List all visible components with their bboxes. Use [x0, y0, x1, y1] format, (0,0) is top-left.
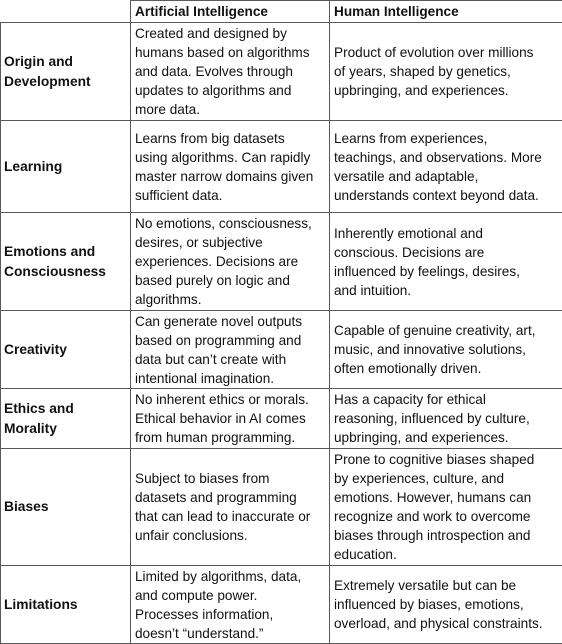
aspect-cell: Biases [1, 449, 131, 566]
human-cell: Capable of genuine creativity, art, music, and innovative solutions, often emotionally driven. [330, 311, 562, 389]
aspect-cell: Limitations [1, 566, 131, 644]
human-cell: Inherently emotional and conscious. Decisions are influenced by feelings, desires, and intuition. [330, 213, 562, 311]
human-cell: Learns from experiences, teachings, and observations. More versatile and adaptable, understands context beyond data. [330, 121, 562, 213]
ai-cell: Subject to biases from datasets and programming that can lead to inaccurate or unfair conclusions. [131, 449, 330, 566]
human-cell: Extremely versatile but can be influenced by biases, emotions, overload, and physical constraints. [330, 566, 562, 644]
ai-cell: No emotions, consciousness, desires, or subjective experiences. Decisions are based purely on logic and algorithms. [131, 213, 330, 311]
human-cell: Has a capacity for ethical reasoning, influenced by culture, upbringing, and experiences. [330, 389, 562, 449]
aspect-cell: Emotions and Consciousness [1, 213, 131, 311]
table-row [1, 389, 562, 449]
ai-cell: Limited by algorithms, data, and compute power. Processes information, doesn’t “understand.” [131, 566, 330, 644]
header-aspect-cell [1, 1, 131, 23]
aspect-cell: Origin and Development [1, 23, 131, 121]
human-cell: Product of evolution over millions of years, shaped by genetics, upbringing, and experiences. [330, 23, 562, 121]
aspect-cell: Learning [1, 121, 131, 213]
aspect-cell: Ethics and Morality [1, 389, 131, 449]
table-row [1, 23, 562, 121]
header-human-cell: Human Intelligence [330, 1, 562, 23]
table-row [1, 311, 562, 389]
human-cell: Prone to cognitive biases shaped by experiences, culture, and emotions. However, humans can recognize and work to overcome biases through introspection and education. [330, 449, 562, 566]
aspect-cell: Creativity [1, 311, 131, 389]
ai-cell: Learns from big datasets using algorithms. Can rapidly master narrow domains given sufficient data. [131, 121, 330, 213]
ai-cell: Created and designed by humans based on algorithms and data. Evolves through updates to algorithms and more data. [131, 23, 330, 121]
table-row [1, 449, 562, 566]
table-row [1, 213, 562, 311]
table-row [1, 121, 562, 213]
table-row [1, 566, 562, 644]
header-ai-cell: Artificial Intelligence [131, 1, 330, 23]
ai-cell: No inherent ethics or morals. Ethical behavior in AI comes from human programming. [131, 389, 330, 449]
header-row [1, 1, 562, 23]
ai-cell: Can generate novel outputs based on programming and data but can’t create with intentional imagination. [131, 311, 330, 389]
